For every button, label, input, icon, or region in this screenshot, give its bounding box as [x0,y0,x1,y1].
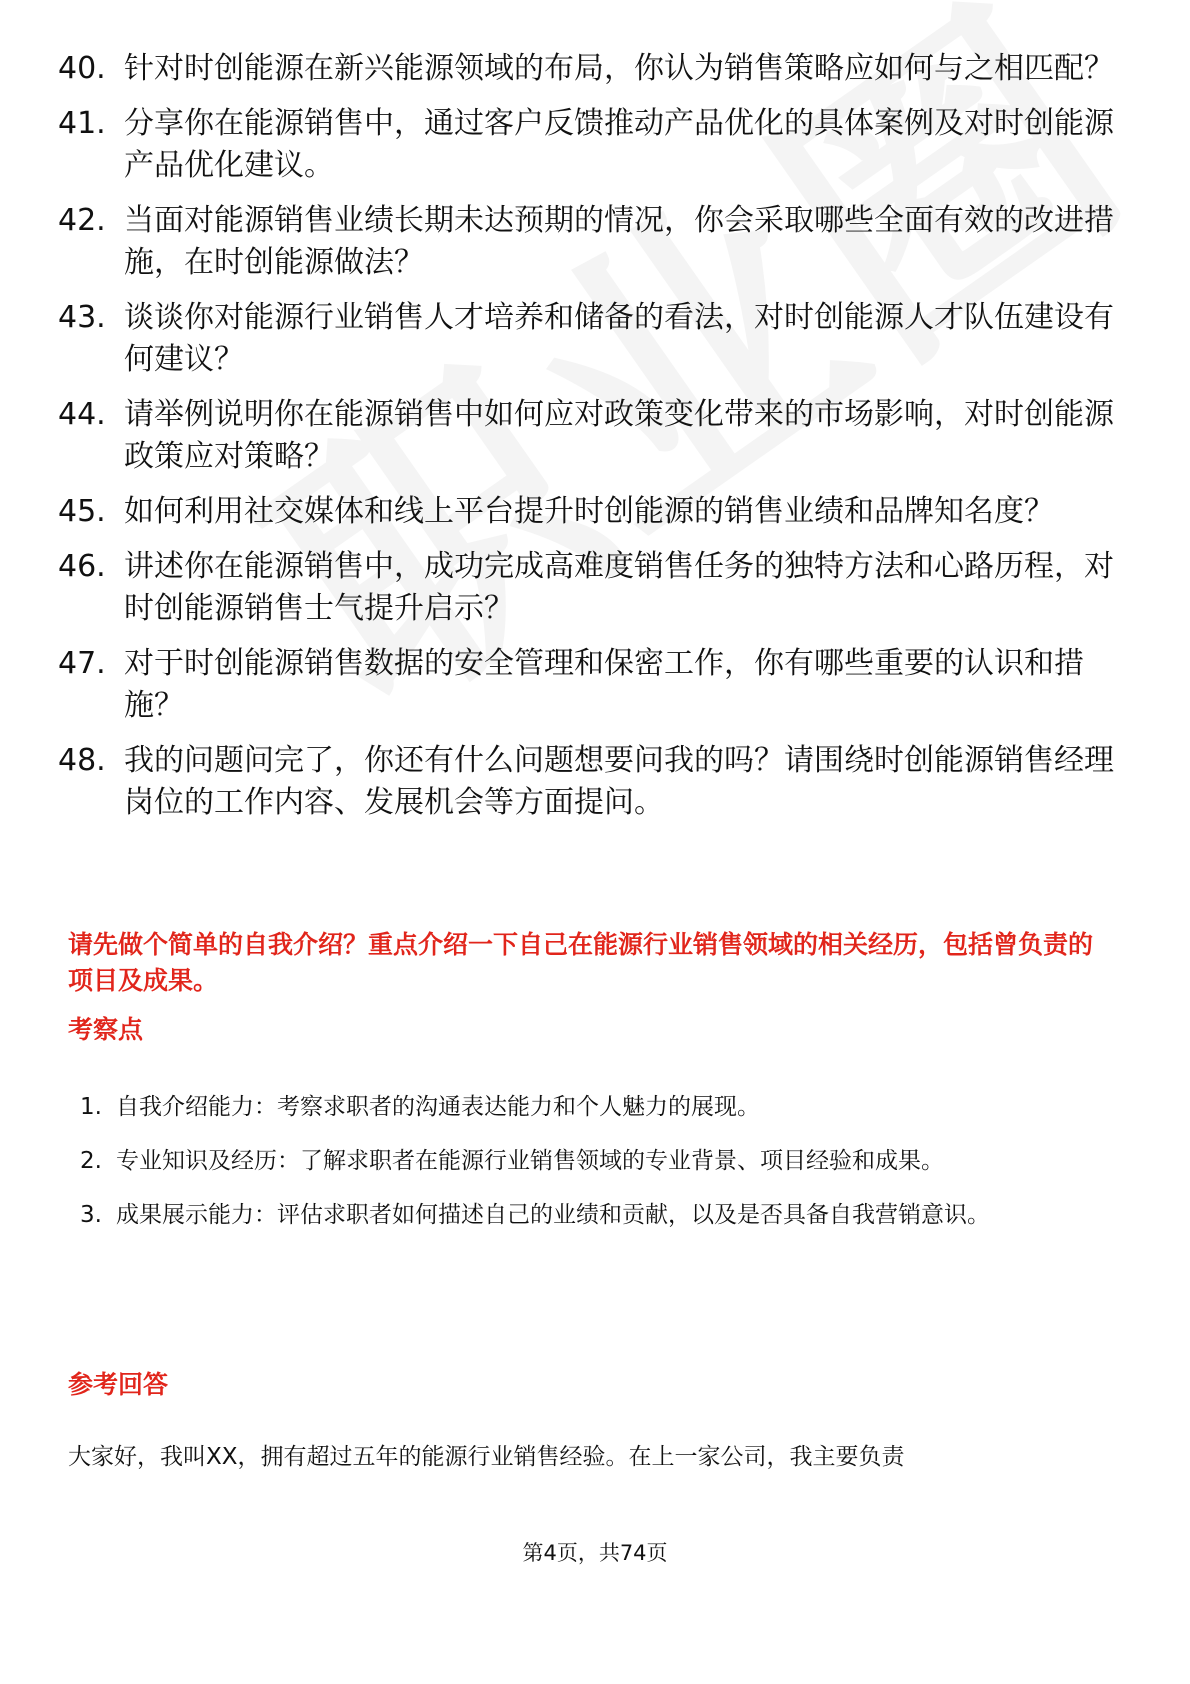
question-number: 43. [58,300,106,335]
question-text: 讲述你在能源销售中，成功完成高难度销售任务的独特方法和心路历程，对时创能源销售士气提升启示？ [124,549,1114,626]
question-text: 针对时创能源在新兴能源领域的布局，你认为销售策略应如何与之相匹配？ [124,51,1114,86]
list-item [80,1188,1120,1242]
point-number: 2. [80,1148,102,1174]
list-item [58,48,1133,90]
list-item [58,103,1133,187]
question-text: 请举例说明你在能源销售中如何应对政策变化带来的市场影响，对时创能源政策应对策略？ [124,397,1114,474]
question-text: 分享你在能源销售中，通过客户反馈推动产品优化的具体案例及对时创能源产品优化建议。 [124,106,1114,183]
answer-text: 大家好，我叫XX，拥有超过五年的能源行业销售经验。在上一家公司，我主要负责 [68,1444,905,1470]
list-item [58,200,1133,284]
point-number: 3. [80,1202,102,1228]
question-number: 45. [58,494,106,529]
points-heading: 考察点 [68,1015,144,1044]
page-footer: 第4页，共74页 [522,1541,668,1565]
list-item [58,740,1133,824]
list-item [58,297,1133,381]
question-number: 46. [58,549,106,584]
featured-question: 请先做个简单的自我介绍？重点介绍一下自己在能源行业销售领域的相关经历，包括曾负责的项目及成果。 [68,930,1094,995]
point-number: 1. [80,1094,102,1120]
point-text: 专业知识及经历：了解求职者在能源行业销售领域的专业背景、项目经验和成果。 [116,1148,944,1174]
question-list [58,48,1133,837]
question-number: 47. [58,646,106,681]
question-number: 42. [58,203,106,238]
points-list [80,1080,1120,1242]
list-item [58,643,1133,727]
list-item [80,1134,1120,1188]
list-item [58,394,1133,478]
list-item [58,546,1133,630]
list-item [80,1080,1120,1134]
point-text: 成果展示能力：评估求职者如何描述自己的业绩和贡献，以及是否具备自我营销意识。 [116,1202,990,1228]
question-number: 40. [58,51,106,86]
list-item [58,491,1133,533]
question-text: 当面对能源销售业绩长期未达预期的情况，你会采取哪些全面有效的改进措施，在时创能源做法？ [124,203,1114,280]
question-number: 48. [58,743,106,778]
question-number: 44. [58,397,106,432]
point-text: 自我介绍能力：考察求职者的沟通表达能力和个人魅力的展现。 [116,1094,760,1120]
question-text: 如何利用社交媒体和线上平台提升时创能源的销售业绩和品牌知名度？ [124,494,1054,529]
question-text: 对于时创能源销售数据的安全管理和保密工作，你有哪些重要的认识和措施？ [124,646,1084,723]
question-number: 41. [58,106,106,141]
answer-heading: 参考回答 [68,1370,169,1399]
question-text: 谈谈你对能源行业销售人才培养和储备的看法，对时创能源人才队伍建设有何建议？ [124,300,1114,377]
question-text: 我的问题问完了，你还有什么问题想要问我的吗？请围绕时创能源销售经理岗位的工作内容、发展机会等方面提问。 [124,743,1114,820]
